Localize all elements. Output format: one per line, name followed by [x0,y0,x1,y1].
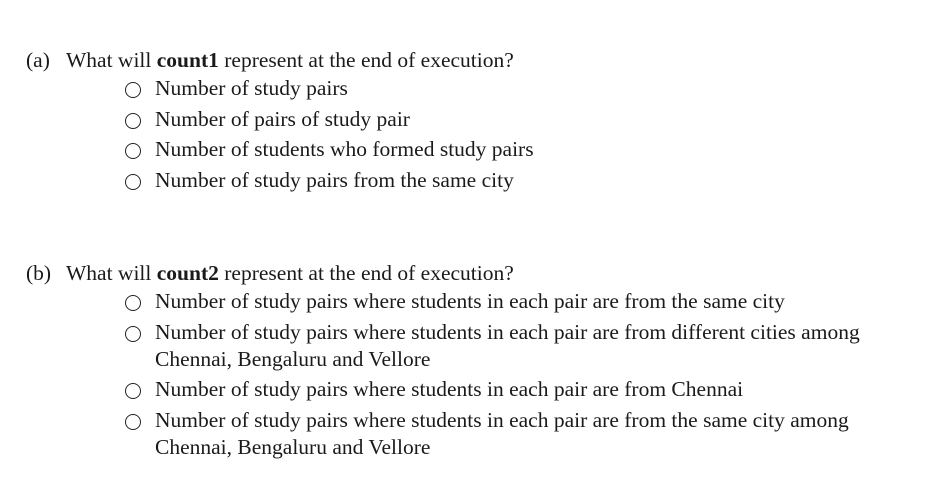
radio-button-icon[interactable] [125,414,141,430]
option-label: Number of study pairs where students in each pair are from the same city [155,289,785,313]
option-label: Number of study pairs [155,76,348,100]
question-b-options [125,288,926,464]
question-a-variable: count1 [156,48,219,72]
question-b-stem-text-start: What will [66,261,157,285]
option-a-1[interactable] [125,75,926,106]
option-b-2[interactable] [125,319,926,377]
question-b-variable: count2 [156,261,219,285]
radio-button-icon[interactable] [125,82,141,98]
question-a-label: (a) [26,48,50,72]
radio-button-icon[interactable] [125,326,141,342]
radio-button-icon[interactable] [125,174,141,190]
question-b [26,258,926,464]
option-a-4[interactable] [125,167,926,198]
option-label: Number of study pairs where students in each pair are from different cities among Chennai, Bengaluru and Vellore [155,319,860,371]
question-a-options [125,75,926,197]
option-label: Number of study pairs where students in each pair are from the same city among Chennai, Bengaluru and Vellore [155,407,849,459]
option-b-4[interactable] [125,407,926,465]
question-b-label: (b) [26,261,52,285]
question-a-stem-text-start: What will [66,48,157,72]
option-label: Number of study pairs where students in each pair are from Chennai [155,377,744,401]
radio-button-icon[interactable] [125,143,141,159]
option-b-3[interactable] [125,376,926,407]
option-label: Number of study pairs from the same city [155,167,514,192]
radio-button-icon[interactable] [125,295,141,311]
option-b-1[interactable] [125,288,926,319]
question-b-stem [26,258,926,288]
question-a-stem-text-end: represent at the end of execution? [218,48,514,72]
option-label: Number of pairs of study pair [155,106,410,131]
radio-button-icon[interactable] [125,383,141,399]
option-a-3[interactable] [125,136,926,167]
question-a-stem [26,45,926,75]
option-a-2[interactable] [125,106,926,137]
question-a [26,45,926,197]
radio-button-icon[interactable] [125,113,141,129]
option-label: Number of students who formed study pairs [155,137,534,161]
question-b-stem-text-end: represent at the end of execution? [218,261,514,285]
